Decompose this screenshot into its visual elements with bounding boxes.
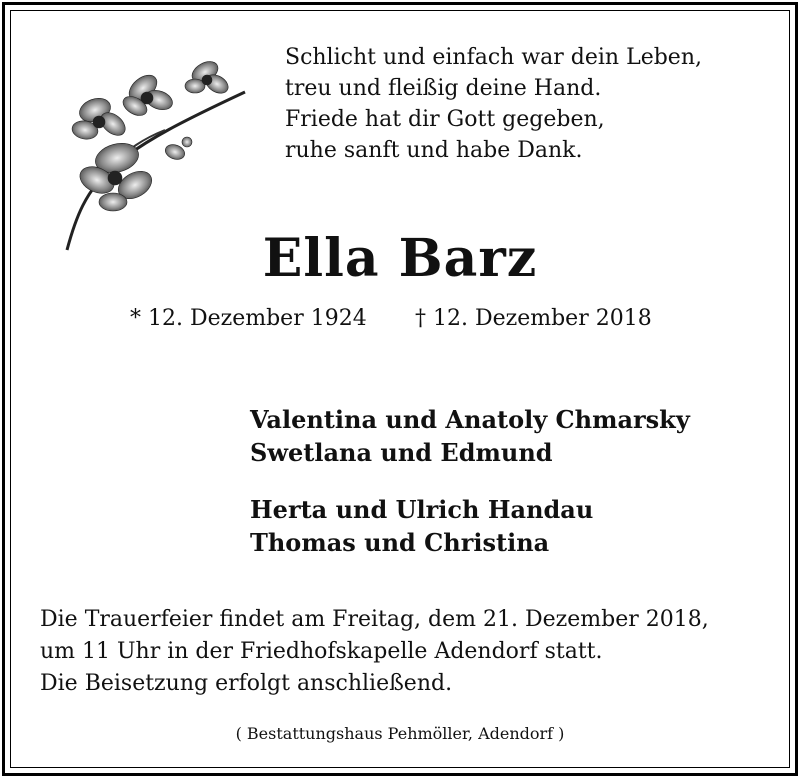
poem — [285, 42, 702, 166]
birth-date: * 12. Dezember 1924 — [130, 306, 367, 331]
mourners-group-2 — [250, 493, 593, 559]
death-date: † 12. Dezember 2018 — [415, 306, 652, 331]
mourners-group-1 — [250, 403, 690, 469]
poem-line: Schlicht und einfach war dein Leben, — [285, 45, 702, 70]
mourner-line: Valentina und Anatoly Chmarsky — [250, 405, 690, 434]
poem-line: Friede hat dir Gott gegeben, — [285, 107, 605, 132]
notice-line: Die Beisetzung erfolgt anschließend. — [40, 671, 453, 696]
deceased-name: Ella Barz — [262, 228, 538, 289]
funeral-notice — [40, 604, 709, 700]
notice-line: um 11 Uhr in der Friedhofskapelle Adendorf statt. — [40, 639, 603, 664]
poem-line: ruhe sanft und habe Dank. — [285, 138, 583, 163]
mourner-line: Swetlana und Edmund — [250, 438, 553, 467]
orchid-icon — [55, 40, 255, 255]
funeral-home: ( Bestattungshaus Pehmöller, Adendorf ) — [235, 724, 565, 743]
life-dates — [130, 306, 652, 331]
poem-line: treu und fleißig deine Hand. — [285, 76, 602, 101]
mourner-line: Herta und Ulrich Handau — [250, 495, 594, 524]
mourner-line: Thomas und Christina — [250, 528, 550, 557]
notice-line: Die Trauerfeier findet am Freitag, dem 21. Dezember 2018, — [40, 607, 709, 632]
